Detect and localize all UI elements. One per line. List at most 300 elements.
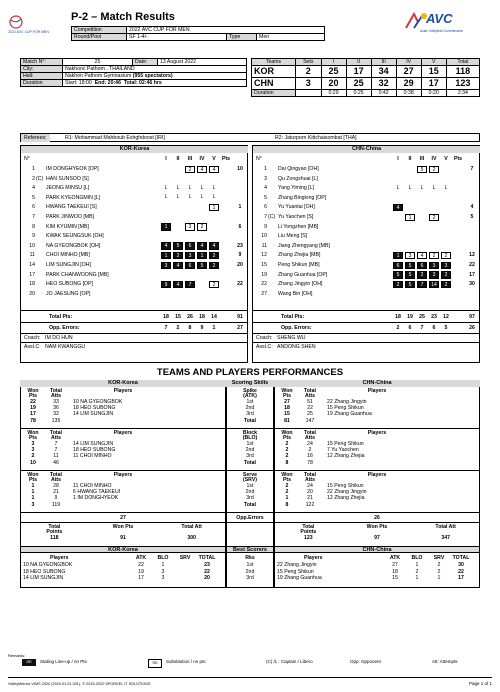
set-duration: 0:42 [371,90,396,97]
tot-header: Total [48,524,61,530]
player-name: PARK CHANWOONG [MB] [46,271,109,278]
captain-mark: (C) [268,214,276,220]
won-header: Won [27,388,39,394]
won-pts: 1 [285,495,289,502]
set-points: 6 [185,242,195,250]
divider [253,333,480,334]
skill-total-won: 78 [30,418,36,424]
legend-text: Att: Attempts [432,659,458,664]
best-value: 1 [415,575,419,581]
rank: 3rd [246,453,254,460]
avc-logo-sub: Asian Volleyball Confederation [420,29,464,33]
set-points: 2 [417,271,427,279]
atts: 28 [53,483,59,489]
score-header: IV [396,59,421,66]
divider [20,428,480,429]
best-player: 10 NA GYEONGBOK [23,562,73,568]
set-points: 1 [405,214,415,222]
player-name: HWANG TAEKEUI [S] [46,204,97,211]
best-col: SRV [179,555,191,561]
set-points: 9 [161,281,171,289]
won-pts: 2 [285,453,289,460]
score-cell: 2 [296,66,322,78]
referees [20,133,480,142]
skill-total-att: 135 [51,418,61,424]
player-number: 11 [261,242,267,249]
referee-1: R1: Mohammad Mahboub Eshghdoost [IRI] [65,135,165,141]
player-number: 5 [32,194,35,201]
rank: 3rd [246,575,254,581]
set-points: 2 [209,281,219,289]
set-duration: 2:34 [446,90,479,97]
score-cell: 27 [396,66,421,78]
skill-name: Block [242,430,258,436]
total-value: 91 [237,314,243,320]
score-cell: 29 [396,78,421,90]
player-number: 19 [261,271,267,278]
player-name: KIM KYUMIN [MB] [46,223,89,230]
set-header: IV [431,156,437,162]
best-value: 27 [392,562,398,568]
won-header: Won [281,430,293,436]
rank: 1st [246,441,254,447]
rks-header: Rks [245,555,255,561]
best-value: 19 [138,568,144,575]
best-col: SRV [433,555,445,561]
score-cell: KOR [252,66,296,78]
opp-value: 9 [200,325,204,331]
player-name: JEONG MINSU [L] [46,185,90,192]
set-points: 2 [393,281,403,289]
best-value: 20 [204,575,210,581]
atts: 22 [307,405,313,412]
captain-mark: (C) [36,175,44,182]
best-player: 18 HEO SUBONG [23,568,66,575]
player-number: 1 [32,166,35,172]
set-points: 5 [197,262,207,270]
divider [20,522,480,523]
set-header: III [419,156,425,162]
player-name: IM DONGHYEOK [OP] [46,166,99,172]
set-points: 4 [209,242,219,250]
score-header: I [321,59,346,66]
player: 18 HEO SUBONG [73,405,116,412]
libero-mark: L [200,194,204,201]
set-points: 5 [405,281,415,289]
divider [253,310,480,311]
footer-right: Page 1 of 1 [468,681,492,686]
best-value: 1 [437,575,441,581]
avc-emblem-icon [404,12,428,30]
label: Competition [72,27,127,34]
pts-header: Pts [28,477,38,483]
best-value: 15 [392,575,398,581]
opp-value: 27 [237,325,243,331]
set-points: 4 [173,262,183,270]
best-value: 1 [415,562,419,568]
player-name: Peng Shikun [MB] [278,262,320,268]
best-label: Best Scorers [226,546,274,553]
set-points: 4 [173,281,183,289]
tot-value: 347 [441,535,450,541]
player-number: 6 [32,204,35,211]
player: 14 LIM SUNGJIN [73,411,114,418]
match-info [20,58,247,87]
total-label: Total [243,418,256,424]
best-value: 30 [458,562,464,568]
set-points: 5 [393,271,403,279]
page-title: P-2 – Match Results [71,11,175,23]
skill-name: Serve [242,472,258,478]
total-header: Total [49,472,62,478]
set-duration: 0:38 [396,90,421,97]
player-points: 10 [237,166,243,172]
atts: 2 [308,447,312,454]
player: 15 Peng Shikun [327,405,364,412]
set-points: 3 [429,262,439,270]
set-points: 6 [185,262,195,270]
best-value: 22 [138,562,144,568]
won-pts: 3 [31,447,35,454]
tot-header: Won Pts [112,524,134,530]
won-pts: 2 [285,489,289,496]
player-name: Yu Yuantai [OH] [278,204,315,211]
player-points: 4 [470,204,474,211]
atts: 21 [307,495,313,502]
set-header: II [176,156,180,162]
asst-label: Asst.C: [24,344,41,350]
divider [253,342,480,343]
total-label: Total [243,460,256,466]
set-header: II [408,156,412,162]
rank: 2nd [245,568,255,575]
divider [21,333,248,334]
player-number: 10 [29,242,35,249]
divider [20,512,480,513]
opp-value: 26 [469,325,475,331]
won-header: Won [27,430,39,436]
total-value: 25 [419,314,425,320]
won-pts: 1 [31,495,35,502]
best-col: BLO [411,555,423,561]
libero-mark: L [444,184,448,191]
player-points: 23 [237,242,243,249]
divider [21,310,248,311]
best-value: 22 [204,568,210,575]
player: 6 HWANG TAEKEUI [73,489,121,496]
won-pts: 15 [284,411,290,418]
total-value: 12 [443,314,449,320]
total-value: 19 [407,314,413,320]
set-header: V [212,156,216,162]
set-points: 4 [209,166,219,174]
player-name: Jiang Zhengyang [MB] [278,242,330,249]
player-number: 12 [261,252,267,259]
atts: 11 [53,453,59,460]
score-cell: 3 [296,78,322,90]
opp-value: 5 [444,325,448,331]
set-points: 2 [209,252,219,260]
set-points: 14 [429,281,439,289]
player: 12 Zhang Zhejia [327,453,365,460]
set-points: 1 [393,252,403,260]
score-header: III [371,59,396,66]
legend-text: Substitution / nn pts [166,659,206,664]
set-header: I [397,156,399,162]
player-points: 1 [238,204,242,211]
player-name: Zhang Binglong [OP] [278,194,327,201]
legend-text: (C) /L : Captain / Libero [266,659,313,664]
opp-value: 2 [396,325,400,331]
score-header: II [346,59,371,66]
set-points: 3 [185,252,195,260]
asst-coach: NAM KWANGGU [45,344,86,350]
atts: 36 [53,405,59,412]
libero-mark: L [200,184,204,191]
player-name: CHOI MINHO [MB] [46,252,90,259]
tot-sub: Points [300,529,317,535]
atts: 32 [53,411,59,418]
player-name: Zhang Zhejia [MB] [278,252,321,259]
player: 15 Peng Shikun [327,441,364,447]
tot-header: Total Att [181,524,202,530]
best-value: 18 [392,568,398,575]
set-header: Pts [221,156,231,162]
player-name: PARK KYEONGMIN [L] [46,194,101,201]
rank: 2nd [245,447,255,454]
spectators: (955 spectators) [132,73,173,79]
won-pts: 17 [30,411,36,418]
set-points: 5 [417,166,427,174]
no-header: N° [256,156,262,162]
set-header: IV [199,156,205,162]
set-points: 6 [417,262,427,270]
best-value: 22 [458,568,464,575]
match-number: 25 [63,59,133,66]
set-points: 3 [429,271,439,279]
set-points: 3 [441,262,451,270]
player-number: 20 [29,290,35,297]
players-header: Players [113,388,133,394]
label: Duration [252,90,296,97]
set-points: 2 [429,166,439,174]
player-number: 4 [32,185,35,192]
label: Round/Pool [72,34,127,41]
skill-sub: (ATK) [243,393,257,399]
pts-header: Pts [28,435,38,441]
atts: 16 [307,453,313,460]
skill-total-att: 122 [305,502,315,508]
score-cell: 25 [346,78,371,90]
tot-value: 118 [50,535,59,541]
total-value: 18 [395,314,401,320]
city: Nakhonc Pathom , THAILAND [63,66,247,73]
libero-mark: L [164,184,168,191]
start-time: Start: 18:00 [65,80,92,86]
libero-mark: L [432,184,436,191]
skill-total-att: 46 [53,460,59,466]
best-player: 22 Zhang Jingyin [277,562,317,568]
rank: 3rd [246,411,254,418]
players-header: Players [50,555,69,561]
set-header: III [187,156,193,162]
score-cell: 118 [446,66,479,78]
score-header: Teams [252,59,296,66]
player-points: 6 [238,223,242,230]
best-col: BLO [157,555,169,561]
set-header: V [444,156,448,162]
total-label: Total [243,502,256,508]
player-number: 2 [32,175,35,182]
best-player: 19 Zhang Guanhua [277,575,322,581]
legend-text: Opp: Opponent [350,659,381,664]
best-value: 2 [437,568,441,575]
atts: 20 [307,489,313,496]
set-header: I [165,156,167,162]
event-logo [8,14,48,36]
player: 22 Zhang Jingyin [327,489,367,496]
coach: SHENG WU [277,335,306,341]
atts: 7 [54,441,58,447]
libero-mark: L [408,184,412,191]
tot-value: 300 [187,535,196,541]
player: 18 HEO SUBONG [73,447,116,454]
player: 11 CHOI MINHO [73,483,112,489]
atts-header: Atts [50,393,62,399]
set-points: 2 [209,262,219,270]
player-number: 7 [32,214,35,220]
won-pts: 1 [31,483,35,489]
won-pts: 22 [30,399,36,405]
won-pts: 27 [284,399,290,405]
best-col: ATK [135,555,147,561]
skill-total-att: 78 [307,460,313,466]
player-number: 7 [264,214,267,220]
pts-header: Pts [282,435,292,441]
libero-mark: L [188,184,192,191]
player-name: KWAK SEUNGSUK [OH] [46,233,104,240]
round: SF 1-4/- [127,34,227,41]
score-cell: 25 [321,66,346,78]
total-time: Total: 02:46 hrs [123,80,162,86]
player-name: HAN SUNSOO [S] [46,175,89,182]
players-header: Players [113,430,133,436]
set-points: 2 [441,252,451,260]
player-name: Dai Qingyao [OH] [278,166,319,172]
pts-header: Pts [28,393,38,399]
set-points: 2 [441,281,451,289]
event-logo-text: 2022 AVC CUP FOR MEN [8,30,49,34]
won-pts: 2 [31,453,35,460]
tot-header: Total Att [435,524,456,530]
set-points: 2 [173,252,183,260]
libero-mark: L [176,184,180,191]
set-points: 6 [393,262,403,270]
total-value: 97 [469,314,475,320]
score-cell: 20 [321,78,346,90]
player-number: 3 [264,175,267,182]
player-number: 10 [261,233,267,240]
total-value: 18 [163,314,169,320]
players-header: Players [304,555,323,561]
opp-kor: 27 [120,515,126,521]
won-pts: 2 [285,441,289,447]
players-header: Players [367,430,387,436]
total-label: Total Pts: [49,314,73,320]
skill-total-won: 8 [285,460,289,466]
total-header: Total [303,388,316,394]
end-time: End: 20:46 [94,80,121,86]
label: Referees: [21,134,50,142]
best-value: 2 [415,568,419,575]
label: Duration [21,80,63,87]
player-points: 5 [470,214,474,220]
opp-value: 7 [164,325,168,331]
divider [21,342,248,343]
atts: 9 [54,495,58,502]
team-name: CHN-China [253,146,480,153]
libero-mark: L [396,184,400,191]
player: 10 NA GYEONGBOK [73,399,123,405]
opp-chn: 26 [374,515,380,521]
set-header: Pts [453,156,463,162]
tot-header: Won Pts [366,524,388,530]
best-value: 3 [161,575,165,581]
won-pts: 3 [31,441,35,447]
player-number: 14 [29,262,35,268]
player-points: 22 [469,262,475,268]
set-points: 7 [185,281,195,289]
opp-label: Opp. Errors: [49,325,80,331]
legend-start: nn [22,659,36,666]
competition: 2022 AVC CUP FOR MEN [127,27,325,34]
scoreboard [251,58,480,97]
player-name: Li Yongzhen [MB] [278,223,319,230]
rank: 1st [246,483,254,489]
atts-header: Atts [304,393,316,399]
best-player: 14 LIM SUNGJIN [23,575,64,581]
type: Men [257,34,325,41]
player-name: Qu Zongshuai [L] [278,175,318,182]
player-points: 7 [470,166,474,172]
skill-sub: (BLO) [242,435,258,441]
player-number: 6 [264,204,267,211]
score-header: Total [446,59,479,66]
won-header: Won [281,388,293,394]
set-points: 4 [161,242,171,250]
atts-header: Atts [50,435,62,441]
player-number: 17 [29,271,35,278]
player: 15 Peng Shikun [327,483,364,489]
header-info [71,26,325,41]
player-name: HEO SUBONG [OP] [46,281,93,288]
won-pts: 18 [284,405,290,412]
score-cell: 32 [371,78,396,90]
won-pts: 1 [31,489,35,496]
libero-mark: L [212,194,216,201]
player: 12 Zhang Zhejia [327,495,365,502]
score-cell: 34 [371,66,396,78]
coach-label: Coach: [24,335,41,341]
player-points: 9 [238,252,242,259]
performances-title: TEAMS AND PLAYERS PERFORMANCES [156,367,344,378]
legend-text: Stating Line-up / nn Pts [40,659,87,664]
atts: 33 [53,399,59,405]
player-points: 22 [237,281,243,288]
label: Hall: [21,73,63,80]
hall: Nakhon Pathom Gymnasium [65,73,132,79]
best-value: 1 [161,562,165,568]
